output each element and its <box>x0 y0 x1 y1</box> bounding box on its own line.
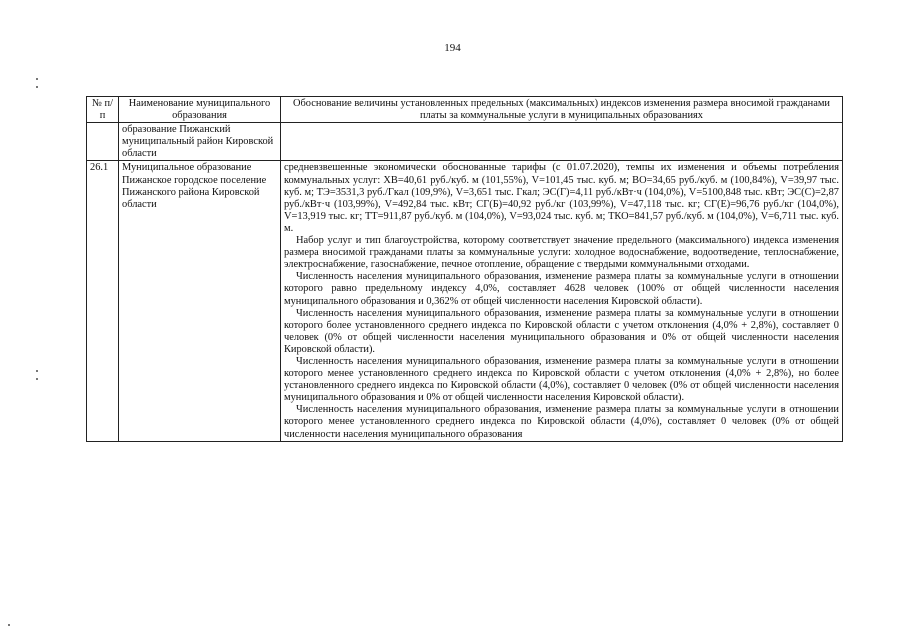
scan-artifact <box>36 86 38 88</box>
population-paragraph: Численность населения муниципального образования, изменение размера платы за коммунальные услуги в отношении которого менее установленного среднего индекса по Кировской области с учетом отклонения (4,0% + 2,8%), но более установленного среднего индекса по Кировской области (4,0%), составляет 0 человек (0% от общей численности населения муниципального образования и 0% от общей численности населения Кировской области). <box>284 355 839 404</box>
population-paragraph: Численность населения муниципального образования, изменение размера платы за коммунальные услуги в отношении которого менее установленного среднего индекса по Кировской области (4,0%), составляет 0 человек (0% от общей численности населения муниципального образования <box>284 404 839 440</box>
header-municipality-name: Наименование муниципального образования <box>119 97 281 123</box>
header-justification: Обоснование величины установленных предельных (максимальных) индексов изменения размера вносимой гражданами платы за коммунальные услуги в муниципальных образованиях <box>281 97 843 123</box>
services-paragraph: Набор услуг и тип благоустройства, которому соответствует значение предельного (максимального) индекса изменения размера вносимой гражданами платы за коммунальные услуги: холодное водоснабжение, водоотведение, теплоснабжение, электроснабжение, газоснабжение, печное отопление, обращение с твердыми коммунальными отходами. <box>284 235 839 271</box>
table-row <box>87 161 843 441</box>
population-paragraph: Численность населения муниципального образования, изменение размера платы за коммунальные услуги в отношении которого более установленного среднего индекса по Кировской области с учетом отклонения (4,0% + 2,8%), составляет 0 человек (0% от общей численности населения муниципального образования и 0% от общей численности населения Кировской области). <box>284 307 839 355</box>
scan-artifact <box>36 378 38 380</box>
continuation-number-cell <box>87 123 119 161</box>
row-number: 26.1 <box>87 161 119 441</box>
continuation-name-cell: образование Пижанский муниципальный район Кировской области <box>119 123 281 161</box>
row-justification-cell <box>281 161 843 441</box>
scan-artifact <box>36 78 38 80</box>
page-number: 194 <box>444 42 461 54</box>
row-municipality-name: Муниципальное образование Пижанское городское поселение Пижанского района Кировской области <box>119 161 281 441</box>
scan-artifact <box>36 370 38 372</box>
continuation-justification-cell <box>281 123 843 161</box>
table-header-row <box>87 97 843 123</box>
header-number: № п/п <box>87 97 119 123</box>
tariff-paragraph: средневзвешенные экономически обоснованные тарифы (с 01.07.2020), темпы их изменения и объемы потребления коммунальных услуг: ХВ=40,61 руб./куб. м (101,55%), V=101,45 тыс. куб. м; ВО=34,65 руб./куб. м (100,84%), V=39,97 тыс. куб. м; ТЭ=3531,3 руб./Гкал (109,9%), V=3,651 тыс. Гкал; ЭС(Г)=4,11 руб./кВт·ч (104,0%), V=5100,848 тыс. кВт; ЭС(С)=2,87 руб./кВт·ч (103,99%), V=492,84 тыс. кВт; СГ(Б)=40,92 руб./кг (103,99%), V=47,118 тыс. кг; СГ(Е)=96,76 руб./кг (104,0%), V=13,919 тыс. кг; ТТ=911,87 руб./куб. м (104,0%), V=93,024 тыс. куб. м; ТКО=841,57 руб./куб. м (104,0%), V=6,711 тыс. куб. м. <box>284 162 839 234</box>
document-table <box>86 96 843 442</box>
population-paragraph: Численность населения муниципального образования, изменение размера платы за коммунальные услуги в отношении которого равно предельному индексу 4,0%, составляет 4628 человек (100% от общей численности населения муниципального образования и 0,362% от общей численности населения Кировской области). <box>284 271 839 307</box>
table-row <box>87 123 843 161</box>
scan-artifact <box>8 624 10 626</box>
